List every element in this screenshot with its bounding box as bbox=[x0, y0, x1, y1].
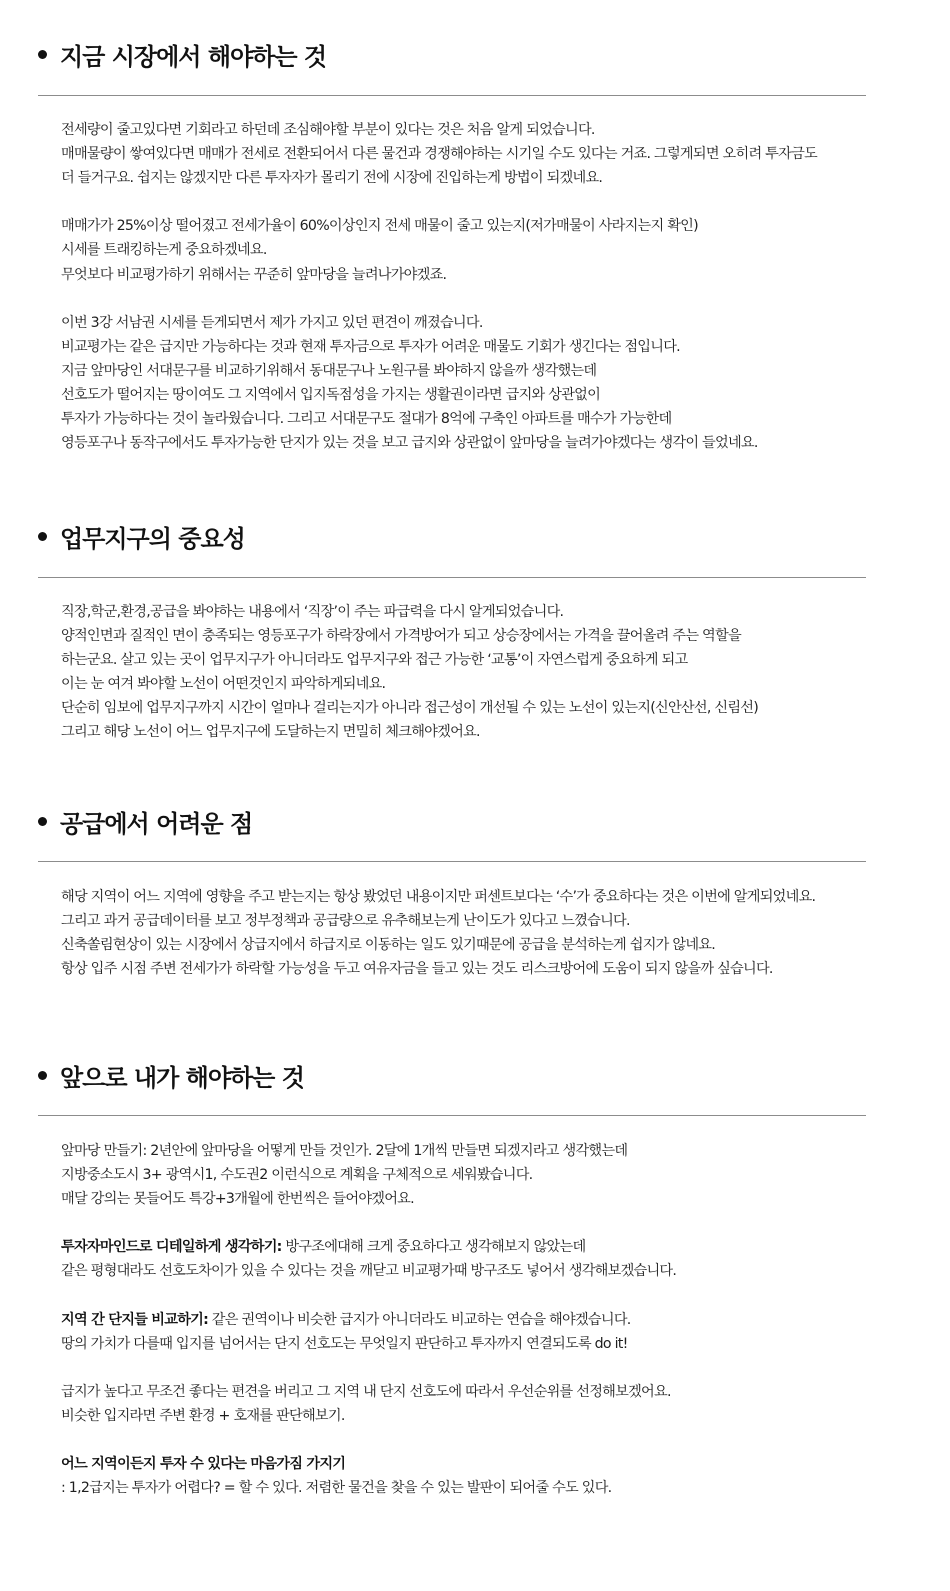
section-heading bbox=[38, 801, 252, 841]
paragraph-line: 직장,학군,환경,공급을 봐야하는 내용에서 ‘직장’이 주는 파급력을 다시 알게되었습니다. bbox=[61, 604, 564, 620]
bullet-icon bbox=[38, 50, 47, 59]
bullet-icon bbox=[38, 1071, 47, 1080]
paragraph-line: 시세를 트래킹하는게 중요하겠네요. bbox=[61, 242, 267, 259]
bullet-icon bbox=[38, 817, 47, 826]
section-divider bbox=[38, 1115, 866, 1116]
section-divider bbox=[38, 861, 866, 862]
paragraph-line: 영등포구나 동작구에서도 투자가능한 단지가 있는 것을 보고 급지와 상관없이 앞마당을 늘려가야겠다는 생각이 들었네요. bbox=[61, 435, 758, 452]
paragraph-line-lead bbox=[61, 1452, 911, 1476]
lead-label: 투자자마인드로 디테일하게 생각하기: bbox=[61, 1239, 282, 1256]
section-title: 앞으로 내가 해야하는 것 bbox=[60, 1063, 304, 1092]
paragraph-line: 신축쏠림현상이 있는 시장에서 상급지에서 하급지로 이동하는 일도 있기때문에 공급을 분석하는게 쉽지가 않네요. bbox=[61, 937, 716, 954]
paragraph-line: 그리고 해당 노선이 어느 업무지구에 도달하는지 면밀히 체크해야겠어요. bbox=[61, 724, 480, 741]
paragraph-gap bbox=[61, 1356, 911, 1380]
paragraph-line: 무엇보다 비교평가하기 위해서는 꾸준히 앞마당을 늘려나가야겠죠. bbox=[61, 266, 447, 283]
section-heading bbox=[38, 34, 326, 74]
paragraph-line: 선호도가 떨어지는 땅이여도 그 지역에서 입지독점성을 가지는 생활권이라면 급지와 상관없이 bbox=[61, 387, 601, 404]
section-body bbox=[61, 118, 911, 455]
paragraph-line: 매매가가 25%이상 떨어졌고 전세가율이 60%이상인지 전세 매물이 줄고 있는지(저가매물이 사라지는지 확인) bbox=[61, 218, 698, 235]
paragraph-line: 항상 입주 시점 주변 전세가가 하락할 가능성을 두고 여유자금을 들고 있는 것도 리스크방어에 도움이 되지 않을까 싶습니다. bbox=[61, 961, 773, 978]
paragraph-line-lead bbox=[61, 1235, 911, 1259]
paragraph-gap bbox=[61, 190, 911, 214]
paragraph-line: 지금 앞마당인 서대문구를 비교하기위해서 동대문구나 노원구를 봐야하지 않을까 생각했는데 bbox=[61, 362, 597, 379]
section-title: 업무지구의 중요성 bbox=[60, 524, 245, 553]
paragraph-line: 앞마당 만들기: 2년안에 앞마당을 어떻게 만들 것인가. 2달에 1개씩 만들면 되겠지라고 생각했는데 bbox=[61, 1143, 628, 1159]
section-heading bbox=[38, 1055, 304, 1095]
paragraph-line: 그리고 과거 공급데이터를 보고 정부정책과 공급량으로 유추해보는게 난이도가 있다고 느꼈습니다. bbox=[61, 913, 630, 930]
paragraph-line-lead bbox=[61, 1308, 911, 1332]
paragraph-line: 비교평가는 같은 급지만 가능하다는 것과 현재 투자금으로 투자가 어려운 매물도 기회가 생긴다는 점입니다. bbox=[61, 338, 680, 355]
paragraph-line: 지방중소도시 3+ 광역시1, 수도권2 이런식으로 계획을 구체적으로 세워봤습니다. bbox=[61, 1167, 533, 1184]
paragraph-line: 같은 평형대라도 선호도차이가 있을 수 있다는 것을 깨닫고 비교평가때 방구조도 넣어서 생각해보겠습니다. bbox=[61, 1263, 677, 1280]
paragraph-gap bbox=[61, 1284, 911, 1308]
paragraph-line: 하는군요. 살고 있는 곳이 업무지구가 아니더라도 업무지구와 접근 가능한 ‘교통’이 자연스럽게 중요하게 되고 bbox=[61, 652, 688, 669]
paragraph-gap bbox=[61, 287, 911, 311]
paragraph-line: 단순히 임보에 업무지구까지 시간이 얼마나 걸리는지가 아니라 접근성이 개선될 수 있는 노선이 있는지(신안산선, 신림선) bbox=[61, 700, 759, 717]
paragraph-line: 비슷한 입지라면 주변 환경 + 호재를 판단해보기. bbox=[61, 1408, 345, 1425]
paragraph-line: 투자가 가능하다는 것이 놀라웠습니다. 그리고 서대문구도 절대가 8억에 구축인 아파트를 매수가 가능한데 bbox=[61, 411, 672, 428]
paragraph-line: 땅의 가치가 다를때 입지를 넘어서는 단지 선호도는 무엇일지 판단하고 투자까지 연결되도록 do it! bbox=[61, 1335, 628, 1352]
bullet-icon bbox=[38, 532, 47, 541]
paragraph-line: : 1,2급지는 투자가 어렵다? = 할 수 있다. 저렴한 물건을 찾을 수 있는 발판이 되어줄 수도 있다. bbox=[61, 1480, 612, 1497]
paragraph-line: 더 들거구요. 쉽지는 않겠지만 다른 투자자가 몰리기 전에 시장에 진입하는게 방법이 되겠네요. bbox=[61, 170, 603, 187]
section-title: 공급에서 어려운 점 bbox=[60, 809, 253, 838]
paragraph-line: 전세량이 줄고있다면 기회라고 하던데 조심해야할 부분이 있다는 것은 처음 알게 되었습니다. bbox=[61, 122, 595, 138]
paragraph-line: 매달 강의는 못들어도 특강+3개월에 한번씩은 들어야겠어요. bbox=[61, 1191, 414, 1208]
section-body bbox=[61, 1139, 911, 1500]
paragraph-line: 급지가 높다고 무조건 좋다는 편견을 버리고 그 지역 내 단지 선호도에 따라서 우선순위를 선정해보겠어요. bbox=[61, 1383, 671, 1400]
section-heading bbox=[38, 516, 245, 556]
section-title: 지금 시장에서 해야하는 것 bbox=[60, 42, 327, 71]
section-body bbox=[61, 885, 911, 981]
section-divider bbox=[38, 95, 866, 96]
paragraph-gap bbox=[61, 1211, 911, 1235]
section-divider bbox=[38, 577, 866, 578]
lead-text: 같은 권역이나 비슷한 급지가 아니더라도 비교하는 연습을 해야겠습니다. bbox=[208, 1311, 631, 1328]
paragraph-line: 매매물량이 쌓여있다면 매매가 전세로 전환되어서 다른 물건과 경쟁해야하는 시기일 수도 있다는 거죠. 그렇게되면 오히려 투자금도 bbox=[61, 146, 817, 163]
paragraph-line: 이번 3강 서남권 시세를 듣게되면서 제가 가지고 있던 편견이 깨졌습니다. bbox=[61, 314, 483, 331]
paragraph-line: 양적인면과 질적인 면이 충족되는 영등포구가 하락장에서 가격방어가 되고 상승장에서는 가격을 끌어올려 주는 역할을 bbox=[61, 628, 741, 645]
paragraph-line: 해당 지역이 어느 지역에 영향을 주고 받는지는 항상 봤었던 내용이지만 퍼센트보다는 ‘수’가 중요하다는 것은 이번에 알게되었네요. bbox=[61, 889, 816, 905]
lead-text: 방구조에대해 크게 중요하다고 생각해보지 않았는데 bbox=[281, 1239, 586, 1256]
lead-label: 어느 지역이든지 투자 수 있다는 마음가짐 가지기 bbox=[61, 1456, 346, 1473]
paragraph-gap bbox=[61, 1428, 911, 1452]
lead-label: 지역 간 단지들 비교하기: bbox=[61, 1311, 209, 1328]
paragraph-line: 이는 눈 여겨 봐야할 노선이 어떤것인지 파악하게되네요. bbox=[61, 676, 386, 693]
section-body bbox=[61, 600, 911, 745]
